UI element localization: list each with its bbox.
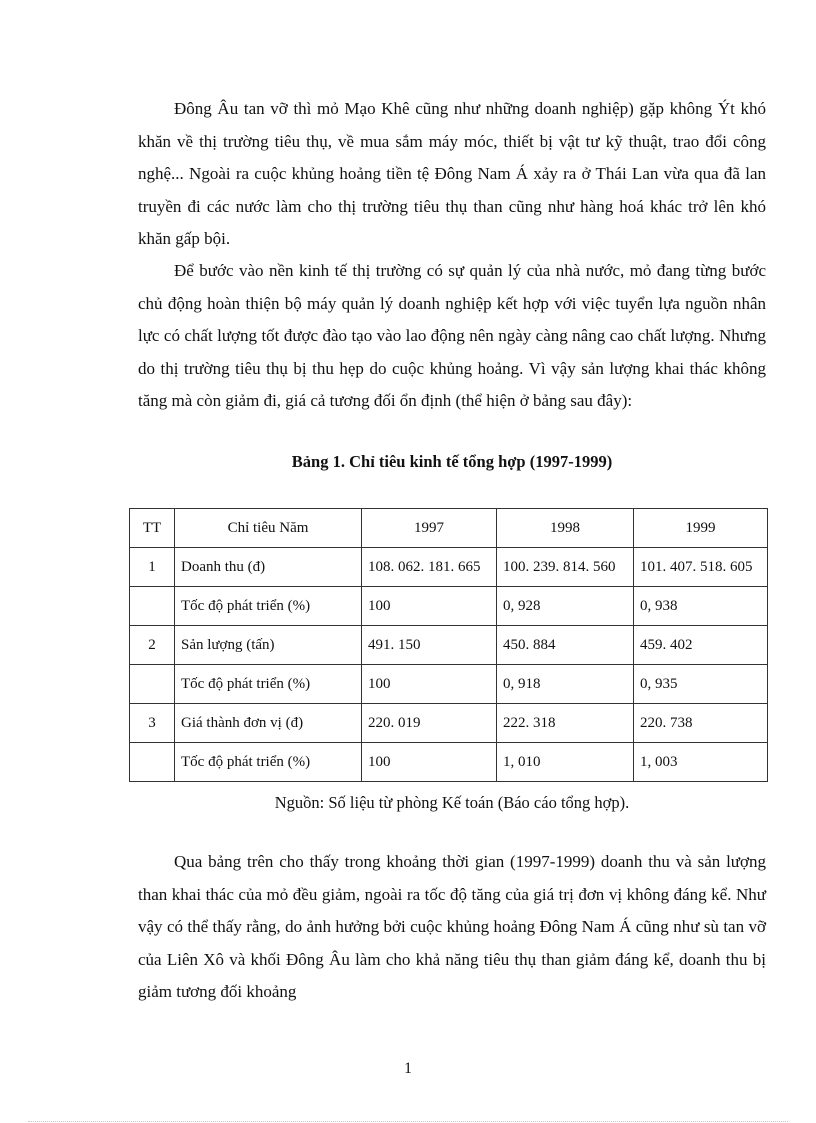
table-row (130, 704, 768, 743)
economic-indicators-table (129, 508, 768, 782)
indicator-name: Tốc độ phát triển (%) (175, 743, 362, 782)
table-row (130, 743, 768, 782)
table-row (130, 587, 768, 626)
header-tt: TT (130, 509, 175, 548)
value-1999: 459. 402 (634, 626, 768, 665)
value-1998: 222. 318 (497, 704, 634, 743)
page-number: 1 (404, 1060, 412, 1077)
header-1999: 1999 (634, 509, 768, 548)
page-bottom-divider (28, 1121, 788, 1122)
paragraph-3: Qua bảng trên cho thấy trong khoảng thời gian (1997-1999) doanh thu và sản lượng than khai thác của mỏ đều giảm, ngoài ra tốc độ tăng của giá trị đơn vị không đáng kể. Như vậy có thể thấy rằng, do ảnh hưởng bởi cuộc khủng hoảng Đông Nam Á cũng như sù tan vỡ của Liên Xô và khối Đông Âu làm cho khả năng tiêu thụ than giảm đáng kể, doanh thu bị giảm tương đối khoảng (138, 852, 766, 1001)
value-1998: 1, 010 (497, 743, 634, 782)
header-indicator: Chỉ tiêu Năm (175, 509, 362, 548)
indicator-name: Doanh thu (đ) (175, 548, 362, 587)
value-1997: 491. 150 (362, 626, 497, 665)
table-header-row (130, 509, 768, 548)
row-number (130, 587, 175, 626)
table-row (130, 626, 768, 665)
value-1999: 101. 407. 518. 605 (634, 548, 768, 587)
indicator-name: Tốc độ phát triển (%) (175, 665, 362, 704)
value-1997: 100 (362, 743, 497, 782)
value-1998: 100. 239. 814. 560 (497, 548, 634, 587)
table-source-note: Nguồn: Số liệu từ phòng Kế toán (Báo cáo tổng hợp). (274, 793, 630, 812)
value-1998: 450. 884 (497, 626, 634, 665)
row-number: 1 (130, 548, 175, 587)
value-1997: 220. 019 (362, 704, 497, 743)
indicator-name: Sản lượng (tấn) (175, 626, 362, 665)
value-1999: 0, 938 (634, 587, 768, 626)
table-row (130, 548, 768, 587)
row-number: 2 (130, 626, 175, 665)
value-1997: 100 (362, 587, 497, 626)
table-title: Bảng 1. Chỉ tiêu kinh tế tổng hợp (1997-1999) (291, 452, 613, 471)
header-1997: 1997 (362, 509, 497, 548)
value-1999: 1, 003 (634, 743, 768, 782)
indicator-name: Tốc độ phát triển (%) (175, 587, 362, 626)
table-row (130, 665, 768, 704)
value-1999: 0, 935 (634, 665, 768, 704)
row-number: 3 (130, 704, 175, 743)
value-1999: 220. 738 (634, 704, 768, 743)
header-1998: 1998 (497, 509, 634, 548)
row-number (130, 665, 175, 704)
indicator-name: Giá thành đơn vị (đ) (175, 704, 362, 743)
value-1998: 0, 928 (497, 587, 634, 626)
row-number (130, 743, 175, 782)
value-1997: 100 (362, 665, 497, 704)
value-1997: 108. 062. 181. 665 (362, 548, 497, 587)
paragraph-2: Để bước vào nền kinh tế thị trường có sự quản lý của nhà nước, mỏ đang từng bước chủ động hoàn thiện bộ máy quản lý doanh nghiệp kết hợp với việc tuyển lựa nguồn nhân lực có chất lượng tốt được đào tạo vào lao động nên ngày càng nâng cao chất lượng. Nhưng do thị trường tiêu thụ bị thu hẹp do cuộc khủng hoảng. Vì vậy sản lượng khai thác không tăng mà còn giảm đi, giá cả tương đối ổn định (thể hiện ở bảng sau đây): (138, 261, 766, 410)
value-1998: 0, 918 (497, 665, 634, 704)
paragraph-1: Đông Âu tan vỡ thì mỏ Mạo Khê cũng như những doanh nghiệp) gặp không Ýt khó khăn về thị trường tiêu thụ, về mua sắm máy móc, thiết bị vật tư kỹ thuật, trao đổi công nghệ... Ngoài ra cuộc khủng hoảng tiền tệ Đông Nam Á xảy ra ở Thái Lan vừa qua đã lan truyền đi các nước làm cho thị trường tiêu thụ than cũng như hàng hoá khác trở lên khó khăn gấp bội. (138, 99, 766, 248)
